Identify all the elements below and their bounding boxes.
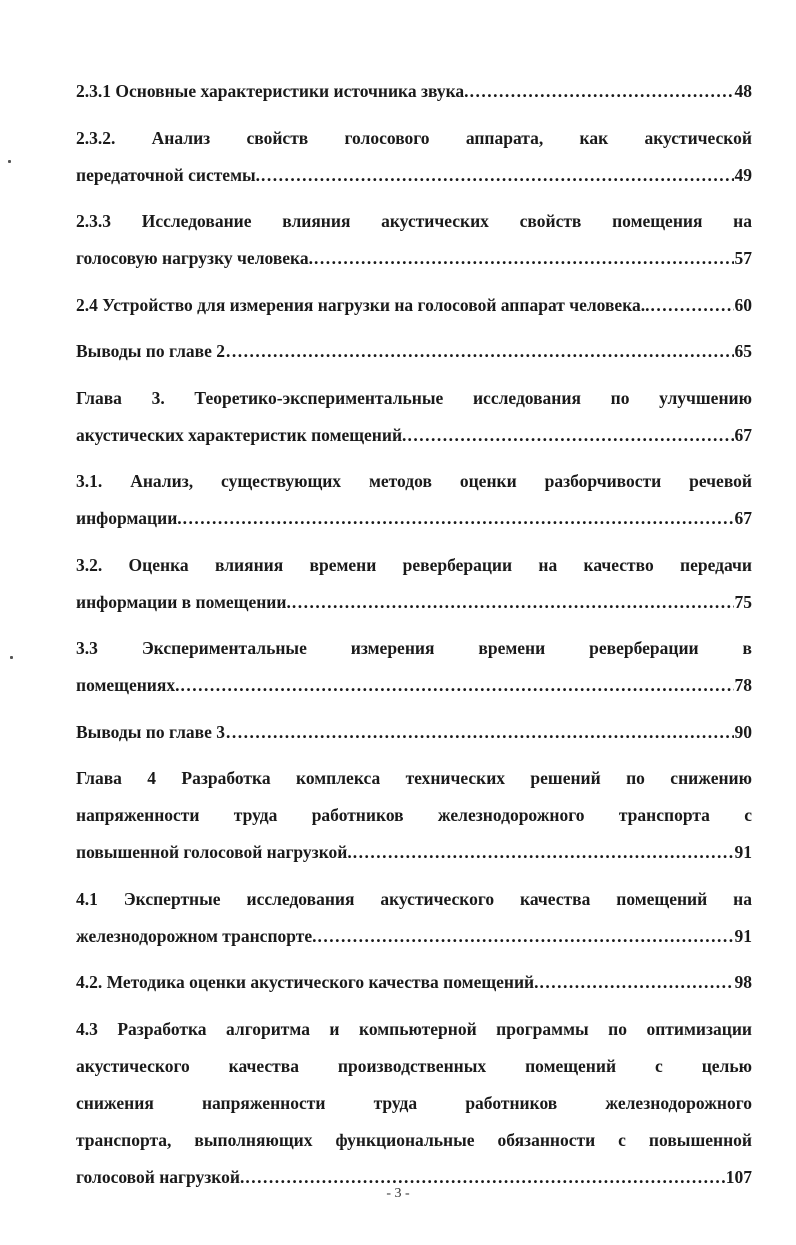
toc-page-number: 49 (734, 164, 752, 185)
toc-entry-last-line (76, 287, 752, 324)
toc-entry-line: Глава 4 Разработка комплекса технических решений по снижению (76, 768, 752, 788)
toc-entry-line: 4.3 Разработка алгоритма и компьютерной программы по оптимизации (76, 1018, 752, 1039)
toc-entry-line: транспорта, выполняющих функциональные обязанности с повышенной (76, 1129, 752, 1150)
toc-entry[interactable] (76, 73, 752, 110)
dot-leader (261, 157, 733, 194)
toc-page-number: 67 (734, 508, 752, 528)
toc-entry-title: акустических характеристик помещений. (76, 424, 407, 445)
page-number: - 3 - (386, 1186, 410, 1201)
toc-entry-title: 2.4 Устройство для измерения нагрузки на голосовой аппарат человека.. (76, 294, 650, 315)
toc-entry-line: 3.1. Анализ, существующих методов оценки разборчивости речевой (76, 471, 752, 491)
toc-entry-title: повышенной голосовой нагрузкой. (76, 842, 352, 862)
toc-page-number: 107 (725, 1166, 752, 1187)
toc-entry-title: помещениях. (76, 675, 180, 695)
toc-entry-line: Глава 3. Теоретико-экспериментальные исследования по улучшению (76, 387, 752, 408)
toc-entry-last-line (76, 333, 752, 370)
toc-entry-last-line (76, 667, 752, 704)
toc-entry-title: голосовой нагрузкой. (76, 1166, 245, 1187)
dot-leader (226, 714, 734, 751)
dot-leader (183, 500, 734, 537)
toc-entry-line: напряженности труда работников железнодорожного транспорта с (76, 805, 752, 825)
toc-entry-title: информации. (76, 508, 182, 528)
toc-entry-last-line (76, 500, 752, 537)
toc-page-number: 48 (734, 81, 752, 101)
dot-leader (651, 287, 734, 324)
toc-entry-last-line (76, 834, 752, 871)
toc-entry-last-line (76, 714, 752, 751)
toc-entry-last-line (76, 157, 752, 194)
toc-entry-last-line (76, 240, 752, 277)
scan-speck (10, 656, 13, 659)
toc-entry[interactable] (76, 630, 752, 704)
toc-entry-title: Выводы по главе 3 (76, 721, 225, 742)
toc-page-number: 60 (734, 294, 752, 315)
toc-entry[interactable] (76, 333, 752, 370)
toc-entry[interactable] (76, 287, 752, 324)
toc-entry-title: информации в помещении. (76, 591, 291, 612)
toc-entry-title: передаточной системы. (76, 164, 261, 185)
toc-page-number: 98 (734, 972, 752, 992)
toc-entry-last-line (76, 73, 752, 110)
toc-page-number: 91 (734, 842, 752, 862)
toc-entry[interactable] (76, 1011, 752, 1196)
toc-page-number: 67 (734, 424, 752, 445)
dot-leader (318, 918, 734, 955)
toc-entry[interactable] (76, 380, 752, 454)
toc-page-number: 91 (734, 925, 752, 946)
toc-entry-title: Выводы по главе 2 (76, 341, 225, 361)
scan-speck (8, 160, 11, 163)
dot-leader (314, 240, 734, 277)
toc-entry-title: 4.2. Методика оценки акустического качества помещений. (76, 972, 539, 992)
toc-entry-last-line (76, 964, 752, 1001)
dot-leader (353, 834, 734, 871)
toc-entry-line: 3.3 Экспериментальные измерения времени реверберации в (76, 638, 752, 658)
toc-entry[interactable] (76, 964, 752, 1001)
toc-entry-last-line (76, 584, 752, 621)
toc-page-number: 78 (734, 675, 752, 695)
toc-entry-line: 3.2. Оценка влияния времени реверберации на качество передачи (76, 554, 752, 575)
toc-entry-last-line (76, 918, 752, 955)
dot-leader (181, 667, 734, 704)
toc-entry-title: голосовую нагрузку человека. (76, 248, 313, 268)
toc-entry[interactable] (76, 547, 752, 621)
toc-entry[interactable] (76, 120, 752, 194)
dot-leader (470, 73, 734, 110)
toc-entry-last-line (76, 417, 752, 454)
dot-leader (226, 333, 734, 370)
toc-entry-line: снижения напряженности труда работников железнодорожного (76, 1092, 752, 1113)
toc-page-number: 65 (734, 341, 752, 361)
dot-leader (540, 964, 734, 1001)
toc-entry[interactable] (76, 463, 752, 537)
toc-entry-line: 2.3.3 Исследование влияния акустических свойств помещения на (76, 211, 752, 231)
toc-entry[interactable] (76, 760, 752, 871)
toc-page-number: 90 (734, 721, 752, 742)
toc-entry-title: 2.3.1 Основные характеристики источника звука. (76, 81, 469, 101)
toc-entry-title: железнодорожном транспорте. (76, 925, 317, 946)
toc-entry-line: 4.1 Экспертные исследования акустического качества помещений на (76, 888, 752, 909)
toc-page-number: 75 (734, 591, 752, 612)
toc-entry[interactable] (76, 203, 752, 277)
table-of-contents (76, 73, 752, 1196)
toc-entry-line: 2.3.2. Анализ свойств голосового аппарата, как акустической (76, 127, 752, 148)
toc-entry[interactable] (76, 714, 752, 751)
toc-entry[interactable] (76, 881, 752, 955)
toc-page-number: 57 (734, 248, 752, 268)
toc-entry-line: акустического качества производственных помещений с целью (76, 1055, 752, 1076)
dot-leader (407, 417, 733, 454)
dot-leader (292, 584, 734, 621)
